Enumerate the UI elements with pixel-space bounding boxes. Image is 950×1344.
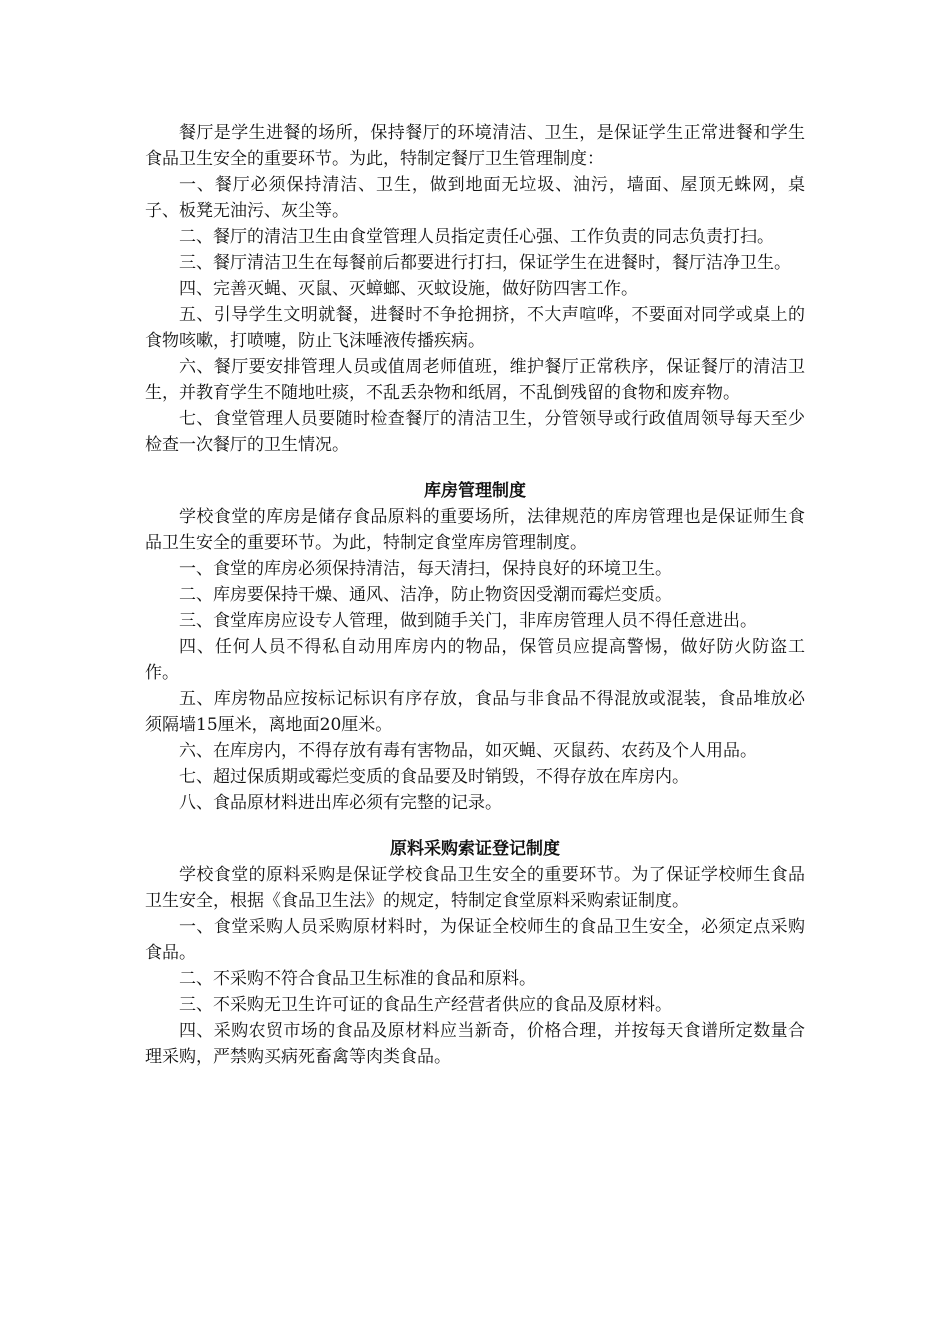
paragraph: 七、食堂管理人员要随时检查餐厅的清洁卫生，分管领导或行政值周领导每天至少检查一次餐厅的卫生情况。 <box>145 409 805 455</box>
paragraph: 一、餐厅必须保持清洁、卫生，做到地面无垃圾、油污，墙面、屋顶无蛛网，桌子、板凳无油污、灰尘等。 <box>145 175 805 221</box>
paragraph: 八、食品原材料进出库必须有完整的记录。 <box>179 793 502 813</box>
paragraph: 四、采购农贸市场的食品及原材料应当新奇，价格合理，并按每天食谱所定数量合理采购，严禁购买病死畜禽等肉类食品。 <box>145 1021 805 1067</box>
section-spacer <box>145 458 805 478</box>
paragraph: 五、库房物品应按标记标识有序存放，食品与非食品不得混放或混装，食品堆放必须隔墙15厘米，离地面20厘米。 <box>145 689 805 735</box>
section-canteen-hygiene <box>145 120 805 458</box>
paragraph: 餐厅是学生进餐的场所，保持餐厅的环境清洁、卫生，是保证学生正常进餐和学生食品卫生安全的重要环节。为此，特制定餐厅卫生管理制度： <box>145 123 805 169</box>
document-body <box>145 120 805 1070</box>
paragraph: 二、餐厅的清洁卫生由食堂管理人员指定责任心强、工作负责的同志负责打扫。 <box>179 227 774 247</box>
section-title: 库房管理制度 <box>424 481 526 501</box>
paragraph: 六、在库房内，不得存放有毒有害物品，如灭蝇、灭鼠药、农药及个人用品。 <box>179 741 757 761</box>
paragraph: 一、食堂采购人员采购原材料时，为保证全校师生的食品卫生安全，必须定点采购食品。 <box>145 917 805 963</box>
paragraph: 六、餐厅要安排管理人员或值周老师值班，维护餐厅正常秩序，保证餐厅的清洁卫生，并教育学生不随地吐痰，不乱丢杂物和纸屑，不乱倒残留的食物和废弃物。 <box>145 357 805 403</box>
section-spacer <box>145 816 805 836</box>
paragraph: 五、引导学生文明就餐，进餐时不争抢拥挤，不大声喧哗，不要面对同学或桌上的食物咳嗽，打喷嚏，防止飞沫唾液传播疾病。 <box>145 305 805 351</box>
paragraph: 三、食堂库房应设专人管理，做到随手关门，非库房管理人员不得任意进出。 <box>179 611 757 631</box>
paragraph: 二、库房要保持干燥、通风、洁净，防止物资因受潮而霉烂变质。 <box>179 585 672 605</box>
paragraph: 三、不采购无卫生许可证的食品生产经营者供应的食品及原材料。 <box>179 995 672 1015</box>
section-procurement <box>145 836 805 1070</box>
paragraph: 四、完善灭蝇、灭鼠、灭蟑螂、灭蚊设施，做好防四害工作。 <box>179 279 638 299</box>
paragraph: 四、任何人员不得私自动用库房内的物品，保管员应提高警惕，做好防火防盗工作。 <box>145 637 805 683</box>
paragraph: 二、不采购不符合食品卫生标准的食品和原料。 <box>179 969 536 989</box>
paragraph: 一、食堂的库房必须保持清洁，每天清扫，保持良好的环境卫生。 <box>179 559 672 579</box>
paragraph: 学校食堂的库房是储存食品原料的重要场所，法律规范的库房管理也是保证师生食品卫生安全的重要环节。为此，特制定食堂库房管理制度。 <box>145 507 805 553</box>
paragraph: 学校食堂的原料采购是保证学校食品卫生安全的重要环节。为了保证学校师生食品卫生安全，根据《食品卫生法》的规定，特制定食堂原料采购索证制度。 <box>145 865 805 911</box>
paragraph: 七、超过保质期或霉烂变质的食品要及时销毁，不得存放在库房内。 <box>179 767 689 787</box>
section-title: 原料采购索证登记制度 <box>390 839 560 859</box>
section-storeroom <box>145 478 805 816</box>
paragraph: 三、餐厅清洁卫生在每餐前后都要进行打扫，保证学生在进餐时，餐厅洁净卫生。 <box>179 253 791 273</box>
